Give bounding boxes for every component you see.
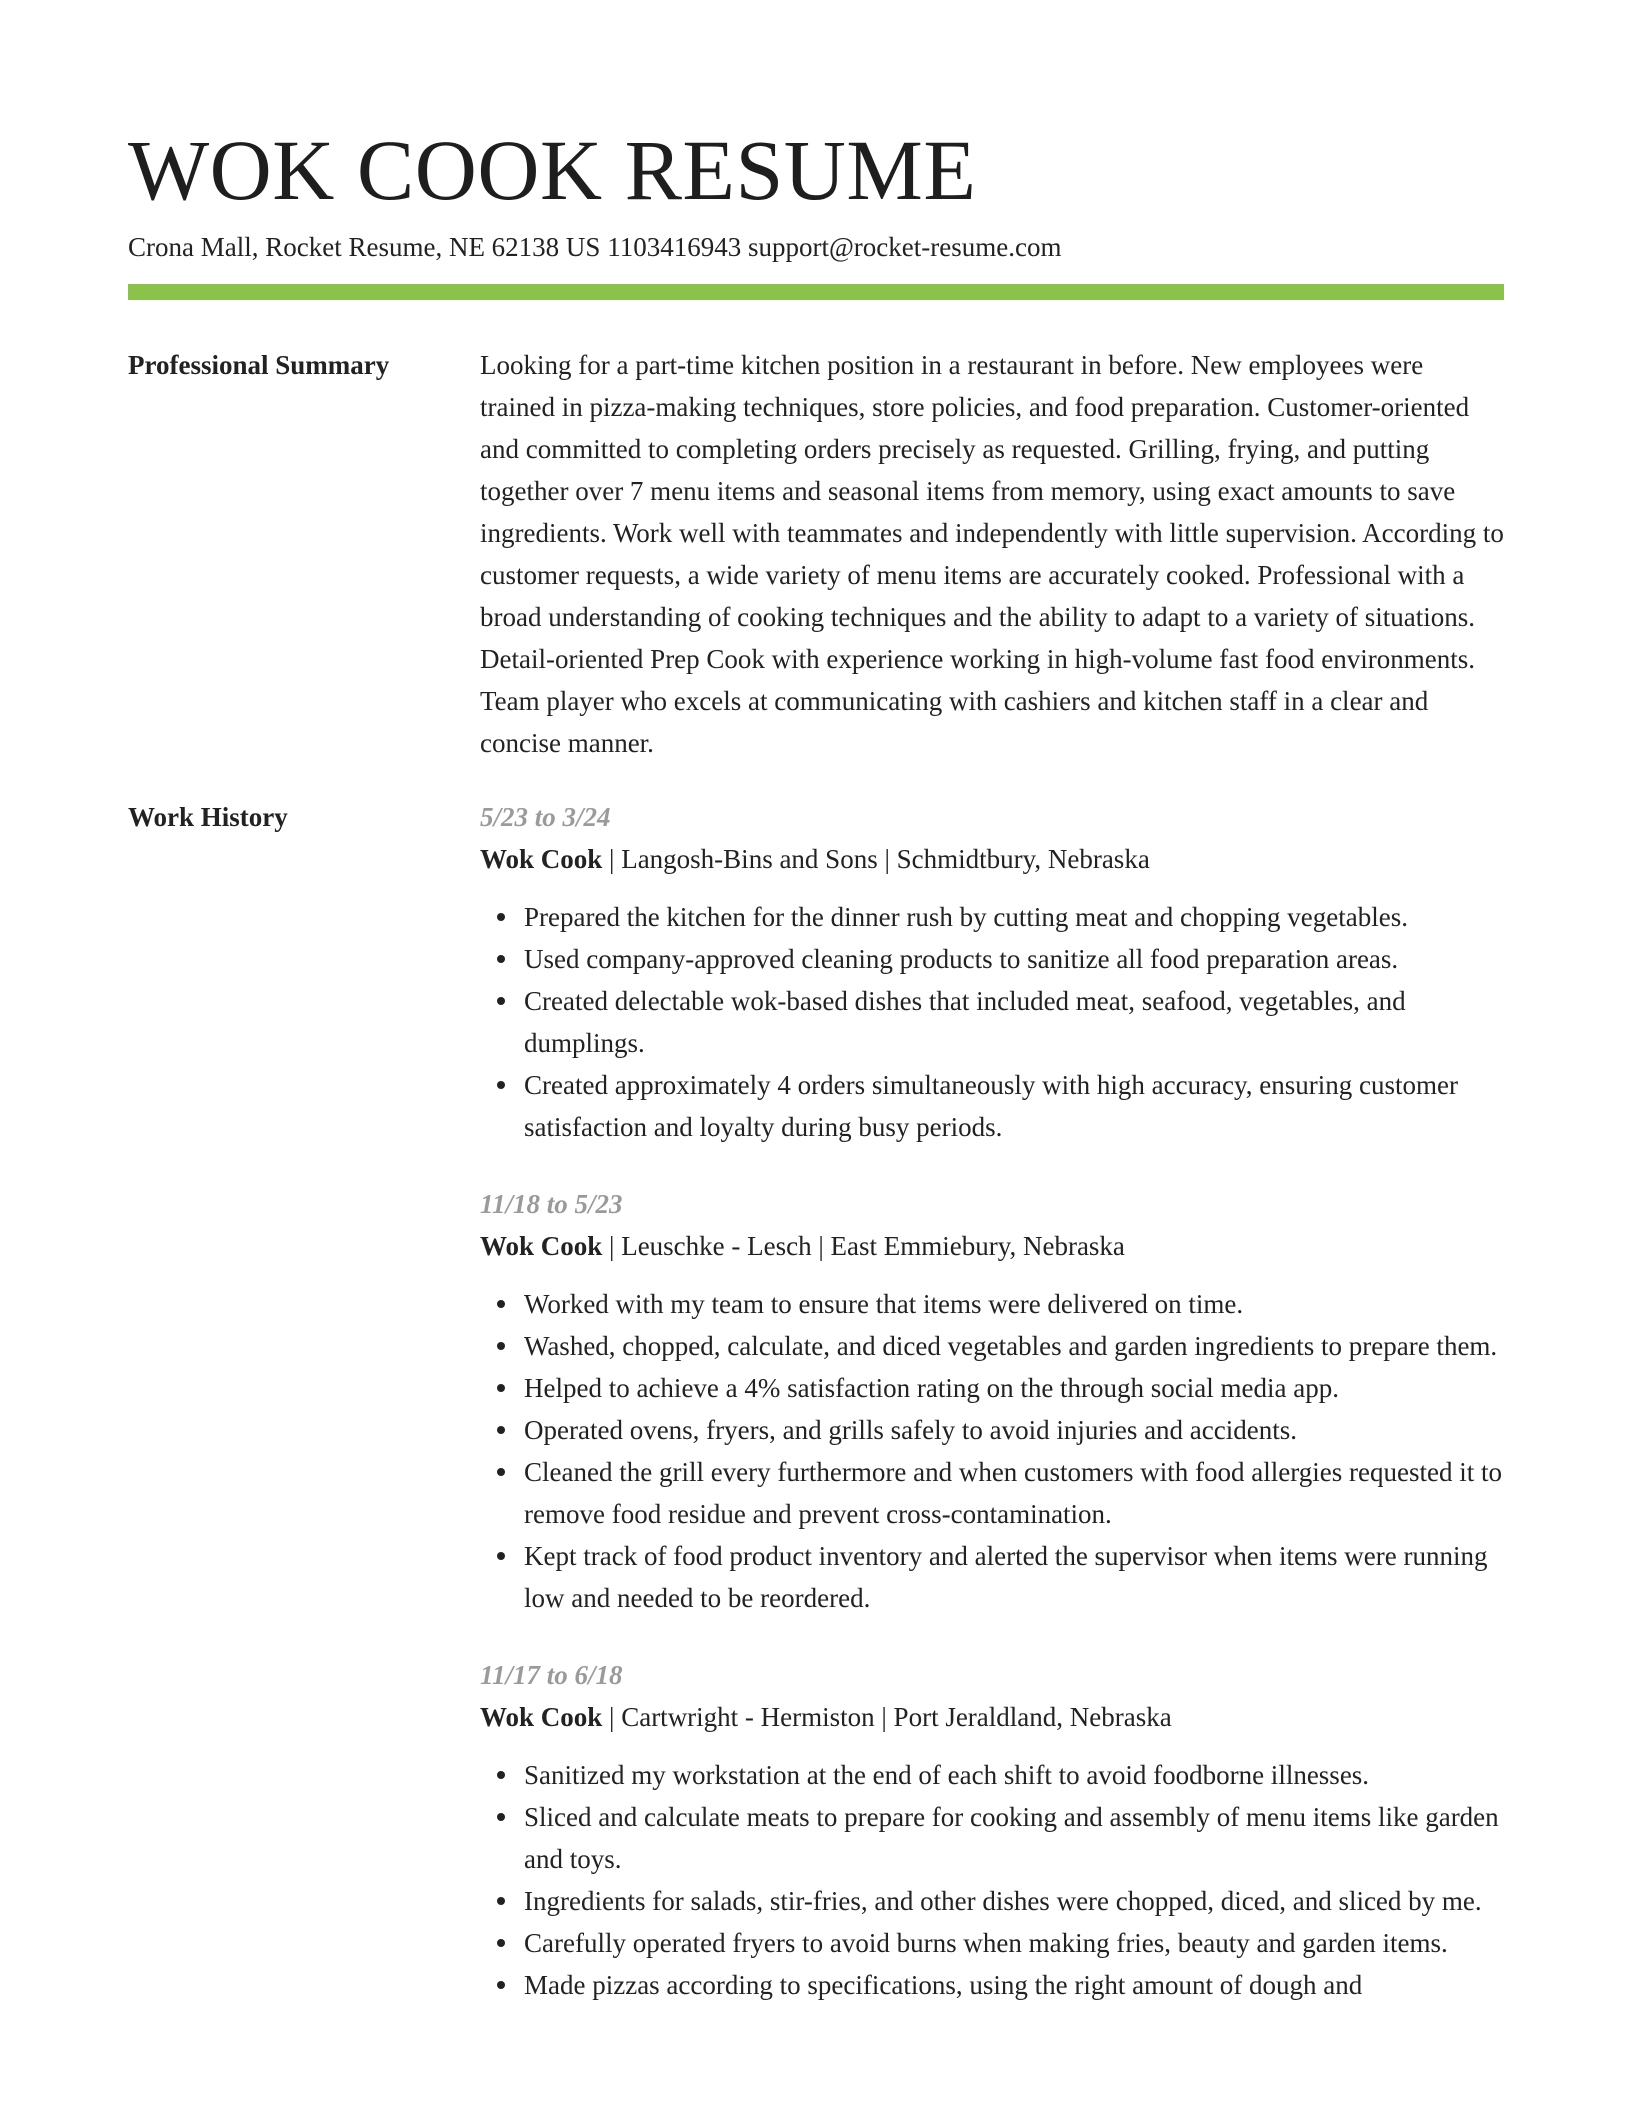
job-title: Wok Cook [480,844,603,874]
job-dates: 5/23 to 3/24 [480,802,611,832]
job-duties [480,1754,1504,2006]
job-duty: Operated ovens, fryers, and grills safely to avoid injuries and accidents. [524,1409,1504,1451]
job-duty: Worked with my team to ensure that items were delivered on time. [524,1283,1504,1325]
job-duty: Created approximately 4 orders simultaneously with high accuracy, ensuring customer satisfaction and loyalty during busy periods. [524,1064,1504,1148]
job-duty: Ingredients for salads, stir-fries, and other dishes were chopped, diced, and sliced by me. [524,1880,1504,1922]
job-duty: Kept track of food product inventory and alerted the supervisor when items were running low and needed to be reordered. [524,1535,1504,1619]
job-duty: Made pizzas according to specifications, using the right amount of dough and [524,1964,1504,2006]
job-heading [480,838,1504,880]
job-entry [480,1654,1504,2006]
job-duty: Sliced and calculate meats to prepare for cooking and assembly of menu items like garden and toys. [524,1796,1504,1880]
job-duty: Helped to achieve a 4% satisfaction rating on the through social media app. [524,1367,1504,1409]
accent-divider [128,284,1504,300]
job-entry [480,1183,1504,1619]
job-duty: Carefully operated fryers to avoid burns when making fries, beauty and garden items. [524,1922,1504,1964]
job-dates: 11/17 to 6/18 [480,1660,623,1690]
job-entry [480,796,1504,1148]
job-title: Wok Cook [480,1702,603,1732]
work-history-section [128,796,1504,2041]
contact-line: Crona Mall, Rocket Resume, NE 62138 US 1103416943 support@rocket-resume.com [128,232,1062,262]
job-heading [480,1225,1504,1267]
resume-page [128,0,1504,2041]
job-duty: Prepared the kitchen for the dinner rush by cutting meat and chopping vegetables. [524,896,1504,938]
resume-title: WOK COOK RESUME [128,122,977,218]
job-duty: Sanitized my workstation at the end of each shift to avoid foodborne illnesses. [524,1754,1504,1796]
job-duties [480,1283,1504,1619]
work-history-list [480,796,1504,2041]
job-duty: Created delectable wok-based dishes that included meat, seafood, vegetables, and dumplings. [524,980,1504,1064]
section-label-work-history: Work History [128,802,288,832]
job-duty: Used company-approved cleaning products to sanitize all food preparation areas. [524,938,1504,980]
job-heading [480,1696,1504,1738]
job-title: Wok Cook [480,1231,603,1261]
section-label-summary: Professional Summary [128,350,390,380]
job-employer-location: | Langosh-Bins and Sons | Schmidtbury, Nebraska [602,844,1150,874]
job-duty: Washed, chopped, calculate, and diced vegetables and garden ingredients to prepare them. [524,1325,1504,1367]
summary-text: Looking for a part-time kitchen position in a restaurant in before. New employees were trained in pizza-making techniques, store policies, and food preparation. Customer-oriented and committed to completing orders precisely as requested. Grilling, frying, and putting together over 7 menu items and seasonal items from memory, using exact amounts to save ingredients. Work well with teammates and independently with little supervision. According to customer requests, a wide variety of menu items are accurately cooked. Professional with a broad understanding of cooking techniques and the ability to adapt to a variety of situations. Detail-oriented Prep Cook with experience working in high-volume fast food environments. Team player who excels at communicating with cashiers and kitchen staff in a clear and concise manner. [480,350,1504,758]
job-duty: Cleaned the grill every furthermore and when customers with food allergies requested it to remove food residue and prevent cross-contamination. [524,1451,1504,1535]
job-employer-location: | Cartwright - Hermiston | Port Jeraldland, Nebraska [602,1702,1172,1732]
job-dates: 11/18 to 5/23 [480,1189,623,1219]
professional-summary-section [128,344,1504,764]
job-duties [480,896,1504,1148]
job-employer-location: | Leuschke - Lesch | East Emmiebury, Nebraska [602,1231,1125,1261]
